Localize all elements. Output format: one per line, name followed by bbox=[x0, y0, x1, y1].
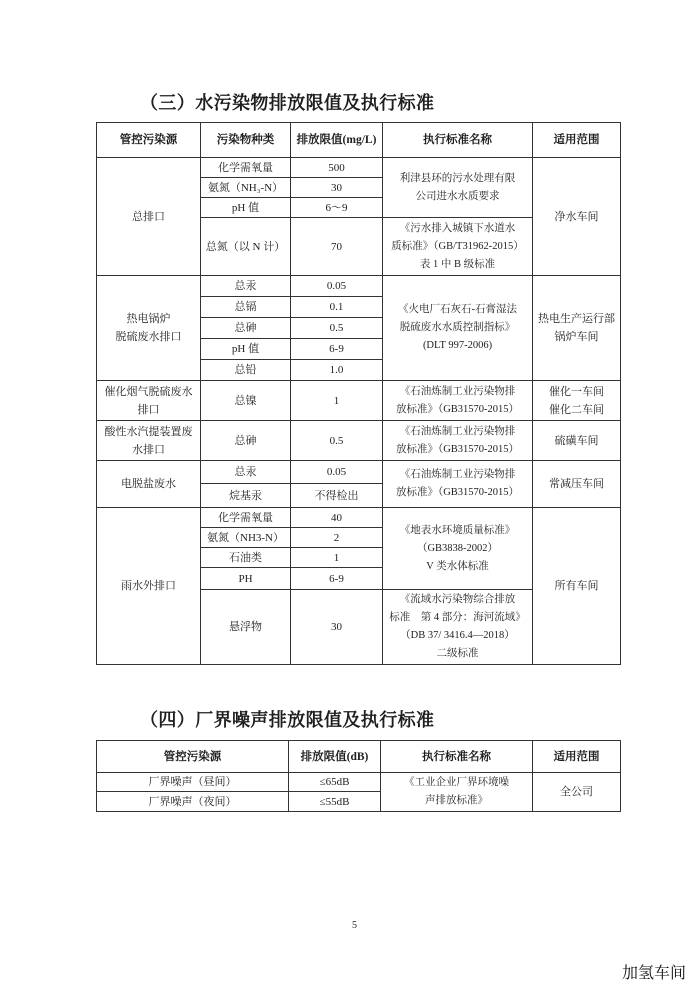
source-line: 催化烟气脱硫废水 bbox=[104, 385, 193, 398]
standard-line: 声排放标准》 bbox=[425, 795, 488, 806]
source-line: 水排口 bbox=[132, 443, 165, 456]
table-header-row bbox=[97, 741, 621, 773]
standard-line: 《火电厂石灰石-石膏湿法 bbox=[398, 304, 517, 315]
scope-line: 净水车间 bbox=[554, 210, 599, 223]
scope-line: 催化一车间 bbox=[549, 385, 604, 398]
pollutant-cell: 烷基汞 bbox=[201, 484, 291, 508]
table-row bbox=[97, 276, 621, 297]
scope-line: 硫磺车间 bbox=[554, 434, 599, 447]
limit-cell: 0.5 bbox=[291, 421, 383, 461]
standard-line: 放标准》（GB31570-2015） bbox=[395, 403, 520, 415]
source-cell bbox=[97, 421, 201, 461]
standard-line: 《工业企业厂界环境噪 bbox=[404, 777, 509, 788]
page-number: 5 bbox=[352, 920, 357, 931]
limit-cell: 6～9 bbox=[291, 198, 383, 218]
pollutant-cell: 总砷 bbox=[201, 421, 291, 461]
source-cell bbox=[97, 461, 201, 508]
standard-cell bbox=[383, 381, 533, 421]
standard-line: V 类水体标准 bbox=[426, 560, 489, 572]
scope-line: 常减压车间 bbox=[549, 478, 604, 490]
standard-line: 《石油炼制工业污染物排 bbox=[399, 425, 516, 437]
scope-line: 所有车间 bbox=[554, 580, 599, 592]
source-cell: 厂界噪声（夜间） bbox=[97, 792, 289, 812]
limit-cell: 2 bbox=[291, 528, 383, 548]
water-limits-table bbox=[96, 122, 621, 665]
table-row bbox=[97, 508, 621, 528]
limit-cell: ≤65dB bbox=[289, 773, 381, 792]
standard-line: 表 1 中 B 级标准 bbox=[419, 258, 496, 270]
standard-line: 二级标准 bbox=[436, 648, 479, 659]
standard-cell bbox=[383, 158, 533, 218]
standard-cell bbox=[381, 773, 533, 812]
scope-cell bbox=[533, 421, 621, 461]
limit-cell: 0.05 bbox=[291, 461, 383, 484]
source-cell bbox=[97, 381, 201, 421]
pollutant-cell: 石油类 bbox=[201, 548, 291, 568]
header-limit: 排放限值(dB) bbox=[289, 741, 381, 773]
scope-cell bbox=[533, 276, 621, 381]
standard-line: 《石油炼制工业污染物排 bbox=[399, 469, 516, 480]
limit-cell: 1.0 bbox=[291, 360, 383, 381]
standard-line: 利津县环的污水处理有限 bbox=[399, 172, 516, 184]
standard-cell bbox=[383, 590, 533, 665]
table-row bbox=[97, 421, 621, 461]
header-scope: 适用范围 bbox=[533, 123, 621, 158]
limit-cell: 6-9 bbox=[291, 339, 383, 360]
source-line: 热电锅炉 bbox=[126, 313, 171, 325]
header-scope: 适用范围 bbox=[533, 741, 621, 773]
scope-cell: 全公司 bbox=[533, 773, 621, 812]
source-line: 排口 bbox=[137, 403, 160, 416]
water-section-title: （三）水污染物排放限值及执行标准 bbox=[140, 93, 435, 113]
scope-cell bbox=[533, 158, 621, 276]
standard-line: (DLT 997-2006) bbox=[422, 340, 493, 351]
scope-cell bbox=[533, 508, 621, 665]
pollutant-cell: 总汞 bbox=[201, 276, 291, 297]
table-row bbox=[97, 158, 621, 178]
pollutant-cell: 化学需氧量 bbox=[201, 508, 291, 528]
source-line: 雨水外排口 bbox=[121, 580, 176, 592]
table-row bbox=[97, 461, 621, 484]
standard-line: 《污水排入城镇下水道水 bbox=[399, 222, 516, 234]
header-pollutant: 污染物种类 bbox=[201, 123, 291, 158]
pollutant-cell: 总汞 bbox=[201, 461, 291, 484]
header-source: 管控污染源 bbox=[97, 741, 289, 773]
standard-cell bbox=[383, 421, 533, 461]
standard-line: （GB3838-2002） bbox=[416, 542, 499, 554]
limit-cell: 1 bbox=[291, 548, 383, 568]
header-source: 管控污染源 bbox=[97, 123, 201, 158]
limit-cell: 0.5 bbox=[291, 318, 383, 339]
table-row bbox=[97, 381, 621, 421]
standard-line: 《地表水环境质量标准》 bbox=[399, 524, 516, 536]
standard-line: 放标准》（GB31570-2015） bbox=[395, 487, 520, 498]
scope-line: 热电生产运行部 bbox=[538, 313, 615, 325]
pollutant-cell: 悬浮物 bbox=[201, 590, 291, 665]
pollutant-cell: 总镉 bbox=[201, 297, 291, 318]
limit-cell: 0.05 bbox=[291, 276, 383, 297]
corner-label: 加氢车间 bbox=[622, 965, 687, 982]
limit-cell: 70 bbox=[291, 218, 383, 276]
scope-line: 催化二车间 bbox=[549, 403, 604, 416]
standard-cell bbox=[383, 218, 533, 276]
source-cell bbox=[97, 508, 201, 665]
limit-cell: 500 bbox=[291, 158, 383, 178]
scope-cell bbox=[533, 381, 621, 421]
header-limit: 排放限值(mg/L) bbox=[291, 123, 383, 158]
noise-limits-table bbox=[96, 740, 621, 812]
source-cell bbox=[97, 158, 201, 276]
pollutant-cell: pH 值 bbox=[201, 198, 291, 218]
source-line: 总排口 bbox=[132, 210, 165, 223]
scope-line: 锅炉车间 bbox=[554, 331, 599, 343]
noise-section-title: （四）厂界噪声排放限值及执行标准 bbox=[140, 710, 435, 730]
standard-cell bbox=[383, 508, 533, 590]
source-cell bbox=[97, 276, 201, 381]
limit-cell: 6-9 bbox=[291, 568, 383, 590]
pollutant-cell: 总砷 bbox=[201, 318, 291, 339]
source-line: 脱硫废水排口 bbox=[115, 331, 182, 343]
scope-cell bbox=[533, 461, 621, 508]
limit-cell: 0.1 bbox=[291, 297, 383, 318]
pollutant-cell: PH bbox=[201, 568, 291, 590]
standard-line: 质标准》（GB/T31962-2015） bbox=[391, 240, 524, 252]
limit-cell: 30 bbox=[291, 590, 383, 665]
limit-cell: 不得检出 bbox=[291, 484, 383, 508]
pollutant-cell: 总铅 bbox=[201, 360, 291, 381]
table-header-row bbox=[97, 123, 621, 158]
standard-cell bbox=[383, 461, 533, 508]
pollutant-cell: 氨氮（NH₃-N） bbox=[201, 178, 291, 198]
source-cell: 厂界噪声（昼间） bbox=[97, 773, 289, 792]
pollutant-cell: 化学需氧量 bbox=[201, 158, 291, 178]
standard-line: （DB 37/ 3416.4—2018） bbox=[400, 630, 515, 641]
table-row bbox=[97, 773, 621, 792]
standard-line: 脱硫废水水质控制指标》 bbox=[399, 322, 516, 333]
standard-line: 《流域水污染物综合排放 bbox=[399, 594, 516, 605]
limit-cell: 40 bbox=[291, 508, 383, 528]
standard-line: 《石油炼制工业污染物排 bbox=[399, 385, 516, 397]
source-line: 电脱盐废水 bbox=[121, 478, 176, 490]
pollutant-cell: pH 值 bbox=[201, 339, 291, 360]
pollutant-cell: 总氮（以 N 计） bbox=[201, 218, 291, 276]
limit-cell: 30 bbox=[291, 178, 383, 198]
limit-cell: 1 bbox=[291, 381, 383, 421]
standard-cell bbox=[383, 276, 533, 381]
pollutant-cell: 氨氮（NH3-N） bbox=[201, 528, 291, 548]
standard-line: 公司进水水质要求 bbox=[415, 190, 500, 202]
header-standard: 执行标准名称 bbox=[381, 741, 533, 773]
header-standard: 执行标准名称 bbox=[383, 123, 533, 158]
standard-line: 放标准》（GB31570-2015） bbox=[395, 443, 520, 455]
source-line: 酸性水汽提装置废 bbox=[104, 425, 193, 438]
limit-cell: ≤55dB bbox=[289, 792, 381, 812]
standard-line: 标准 第 4 部分：海河流域》 bbox=[389, 612, 526, 623]
pollutant-cell: 总镍 bbox=[201, 381, 291, 421]
